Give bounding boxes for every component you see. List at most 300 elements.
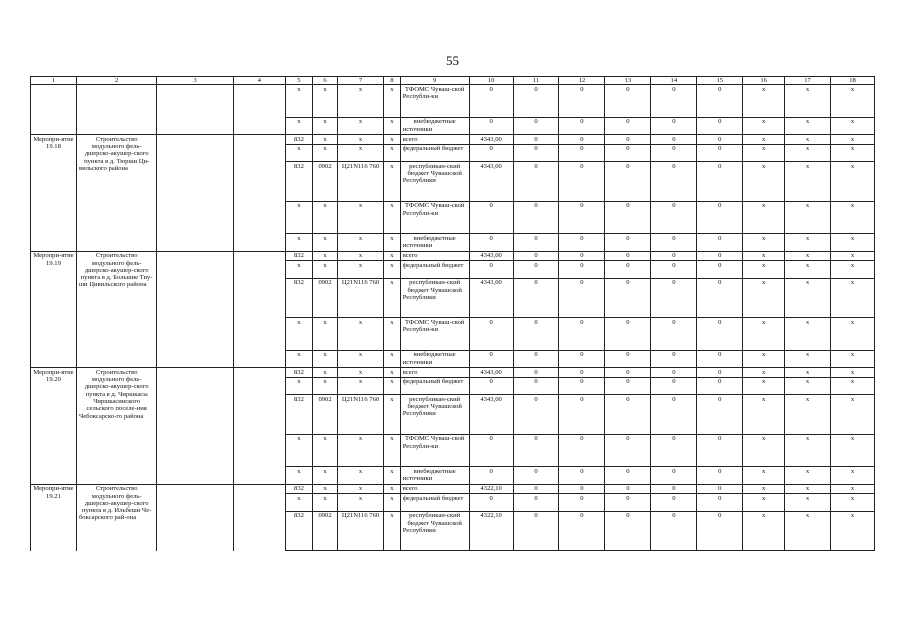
continuation-empty-col-2 — [76, 85, 156, 135]
cell-col-12: 0 — [559, 395, 605, 435]
cell-col-7: x — [338, 377, 384, 395]
cell-col-18: x — [831, 395, 875, 435]
source-extrabudgetary: внебюджетные источники — [400, 350, 469, 368]
cell-col-13: 0 — [605, 350, 651, 368]
cell-col-12: 0 — [559, 494, 605, 512]
cell-col-13: 0 — [605, 117, 651, 135]
cell-col-8: x — [384, 117, 401, 135]
cell-col-10: 0 — [469, 201, 513, 234]
cell-col-15: 0 — [697, 85, 743, 118]
cell-col-8: x — [384, 494, 401, 512]
cell-col-5: x — [285, 377, 312, 395]
cell-col-17: x — [785, 201, 831, 234]
cell-col-10: 0 — [469, 234, 513, 252]
cell-col-10: 4343,00 — [469, 251, 513, 261]
cell-col-7: x — [338, 234, 384, 252]
activity-empty-col-3 — [157, 251, 233, 368]
cell-col-13: 0 — [605, 467, 651, 485]
cell-col-17: x — [785, 484, 831, 494]
cell-col-13: 0 — [605, 377, 651, 395]
cell-col-11: 0 — [513, 434, 559, 467]
cell-col-15: 0 — [697, 234, 743, 252]
cell-col-11: 0 — [513, 234, 559, 252]
cell-col-11: 0 — [513, 144, 559, 162]
cell-col-8: x — [384, 85, 401, 118]
source-total: всего — [400, 484, 469, 494]
cell-col-16: x — [743, 117, 785, 135]
cell-col-5: x — [285, 85, 312, 118]
cell-col-13: 0 — [605, 434, 651, 467]
continuation-empty-col-4 — [233, 85, 285, 135]
cell-col-8: x — [384, 395, 401, 435]
cell-col-18: x — [831, 511, 875, 551]
column-number-10: 10 — [469, 77, 513, 85]
cell-col-6: x — [313, 234, 338, 252]
cell-col-5: 832 — [285, 395, 312, 435]
page-number: 55 — [446, 53, 459, 68]
cell-col-6: x — [313, 434, 338, 467]
cell-col-16: x — [743, 135, 785, 145]
activity-label: Меропри-ятие 19.20 — [31, 368, 77, 485]
cell-col-8: x — [384, 261, 401, 279]
cell-col-7: x — [338, 368, 384, 378]
cell-col-5: x — [285, 261, 312, 279]
cell-col-8: x — [384, 201, 401, 234]
cell-col-17: x — [785, 234, 831, 252]
cell-col-14: 0 — [651, 278, 697, 318]
cell-col-13: 0 — [605, 201, 651, 234]
cell-col-17: x — [785, 85, 831, 118]
column-number-15: 15 — [697, 77, 743, 85]
cell-col-14: 0 — [651, 234, 697, 252]
cell-col-16: x — [743, 162, 785, 202]
cell-col-13: 0 — [605, 368, 651, 378]
cell-col-10: 4343,00 — [469, 135, 513, 145]
cell-col-12: 0 — [559, 162, 605, 202]
cell-col-16: x — [743, 234, 785, 252]
cell-col-6: x — [313, 467, 338, 485]
cell-col-11: 0 — [513, 484, 559, 494]
cell-col-14: 0 — [651, 117, 697, 135]
cell-col-5: x — [285, 434, 312, 467]
cell-col-5: 832 — [285, 135, 312, 145]
cell-col-17: x — [785, 144, 831, 162]
source-republican: республикан-ский бюджет Чувашской Республики — [400, 162, 469, 202]
cell-col-11: 0 — [513, 85, 559, 118]
cell-col-12: 0 — [559, 251, 605, 261]
cell-col-17: x — [785, 434, 831, 467]
cell-col-13: 0 — [605, 318, 651, 351]
cell-col-15: 0 — [697, 484, 743, 494]
cell-col-7: x — [338, 135, 384, 145]
cell-col-8: x — [384, 251, 401, 261]
cell-col-15: 0 — [697, 368, 743, 378]
cell-col-10: 0 — [469, 318, 513, 351]
cell-col-15: 0 — [697, 144, 743, 162]
table-row — [31, 85, 875, 118]
cell-col-17: x — [785, 135, 831, 145]
source-tfoms: ТФОМС Чуваш-ской Республи-ки — [400, 434, 469, 467]
cell-col-14: 0 — [651, 368, 697, 378]
cell-col-6: 0902 — [313, 511, 338, 551]
activity-name: Строительство модульного фель-дшерско-акушер-ского пункта в д. Чиршкасы Чиршкасинского сельского поселе-ния Чебоксарско-го района — [76, 368, 156, 485]
cell-col-5: x — [285, 467, 312, 485]
column-number-1: 1 — [31, 77, 77, 85]
cell-col-13: 0 — [605, 395, 651, 435]
activity-name: Строительство модульного фель-дшерско-акушер-ского пункта в д. Ильбеши Че-боксарского рай-она — [76, 484, 156, 551]
cell-col-6: x — [313, 85, 338, 118]
cell-col-10: 4343,00 — [469, 395, 513, 435]
cell-col-5: x — [285, 201, 312, 234]
cell-col-16: x — [743, 494, 785, 512]
cell-col-18: x — [831, 434, 875, 467]
cell-col-14: 0 — [651, 261, 697, 279]
column-number-4: 4 — [233, 77, 285, 85]
cell-col-14: 0 — [651, 135, 697, 145]
cell-col-12: 0 — [559, 201, 605, 234]
cell-col-13: 0 — [605, 278, 651, 318]
cell-col-18: x — [831, 144, 875, 162]
cell-col-14: 0 — [651, 434, 697, 467]
cell-col-15: 0 — [697, 395, 743, 435]
cell-col-16: x — [743, 350, 785, 368]
source-federal: федеральный бюджет — [400, 494, 469, 512]
cell-col-6: x — [313, 494, 338, 512]
column-number-16: 16 — [743, 77, 785, 85]
cell-col-14: 0 — [651, 144, 697, 162]
source-total: всего — [400, 135, 469, 145]
cell-col-13: 0 — [605, 234, 651, 252]
cell-col-12: 0 — [559, 318, 605, 351]
cell-col-8: x — [384, 467, 401, 485]
column-number-5: 5 — [285, 77, 312, 85]
cell-col-12: 0 — [559, 368, 605, 378]
cell-col-12: 0 — [559, 278, 605, 318]
cell-col-15: 0 — [697, 251, 743, 261]
cell-col-14: 0 — [651, 162, 697, 202]
source-extrabudgetary: внебюджетные источники — [400, 234, 469, 252]
cell-col-10: 0 — [469, 144, 513, 162]
cell-col-8: x — [384, 318, 401, 351]
cell-col-12: 0 — [559, 350, 605, 368]
cell-col-7: x — [338, 350, 384, 368]
cell-col-13: 0 — [605, 484, 651, 494]
cell-col-15: 0 — [697, 467, 743, 485]
cell-col-18: x — [831, 135, 875, 145]
cell-col-10: 0 — [469, 467, 513, 485]
cell-col-12: 0 — [559, 434, 605, 467]
cell-col-18: x — [831, 261, 875, 279]
activity-empty-col-4 — [233, 484, 285, 551]
cell-col-6: x — [313, 377, 338, 395]
cell-col-7: x — [338, 201, 384, 234]
activity-name: Строительство модульного фель-дшерско-акушер-ского пункта в д. Тюрши Ци-вильского района — [76, 135, 156, 252]
cell-col-15: 0 — [697, 350, 743, 368]
activity-empty-col-3 — [157, 135, 233, 252]
cell-col-13: 0 — [605, 494, 651, 512]
source-tfoms: ТФОМС Чуваш-ской Республи-ки — [400, 318, 469, 351]
cell-col-18: x — [831, 251, 875, 261]
cell-col-8: x — [384, 350, 401, 368]
cell-col-5: x — [285, 318, 312, 351]
activity-empty-col-4 — [233, 251, 285, 368]
cell-col-10: 4322,10 — [469, 511, 513, 551]
cell-col-8: x — [384, 135, 401, 145]
cell-col-6: x — [313, 117, 338, 135]
cell-col-8: x — [384, 144, 401, 162]
cell-col-11: 0 — [513, 377, 559, 395]
cell-col-18: x — [831, 368, 875, 378]
cell-col-14: 0 — [651, 377, 697, 395]
cell-col-17: x — [785, 251, 831, 261]
cell-col-7: Ц21N116 760 — [338, 278, 384, 318]
cell-col-12: 0 — [559, 261, 605, 279]
cell-col-10: 0 — [469, 261, 513, 279]
cell-col-18: x — [831, 484, 875, 494]
source-extrabudgetary: внебюджетные источники — [400, 467, 469, 485]
cell-col-18: x — [831, 162, 875, 202]
cell-col-8: x — [384, 278, 401, 318]
cell-col-11: 0 — [513, 162, 559, 202]
cell-col-18: x — [831, 85, 875, 118]
cell-col-11: 0 — [513, 251, 559, 261]
cell-col-18: x — [831, 377, 875, 395]
cell-col-14: 0 — [651, 251, 697, 261]
source-extrabudgetary: внебюджетные источники — [400, 117, 469, 135]
cell-col-6: x — [313, 484, 338, 494]
cell-col-16: x — [743, 434, 785, 467]
cell-col-14: 0 — [651, 85, 697, 118]
source-tfoms: ТФОМС Чуваш-ской Республи-ки — [400, 85, 469, 118]
cell-col-6: x — [313, 368, 338, 378]
cell-col-15: 0 — [697, 434, 743, 467]
cell-col-6: x — [313, 261, 338, 279]
activity-empty-col-3 — [157, 484, 233, 551]
column-number-3: 3 — [157, 77, 233, 85]
cell-col-11: 0 — [513, 511, 559, 551]
cell-col-12: 0 — [559, 377, 605, 395]
cell-col-16: x — [743, 85, 785, 118]
cell-col-16: x — [743, 377, 785, 395]
cell-col-15: 0 — [697, 278, 743, 318]
cell-col-6: 0902 — [313, 162, 338, 202]
source-federal: федеральный бюджет — [400, 261, 469, 279]
cell-col-12: 0 — [559, 511, 605, 551]
activity-empty-col-3 — [157, 368, 233, 485]
activity-label: Меропри-ятие 19.21 — [31, 484, 77, 551]
cell-col-7: x — [338, 434, 384, 467]
source-federal: федеральный бюджет — [400, 144, 469, 162]
cell-col-10: 0 — [469, 494, 513, 512]
cell-col-15: 0 — [697, 511, 743, 551]
cell-col-11: 0 — [513, 395, 559, 435]
cell-col-10: 0 — [469, 117, 513, 135]
source-total: всего — [400, 251, 469, 261]
column-number-6: 6 — [313, 77, 338, 85]
cell-col-17: x — [785, 350, 831, 368]
cell-col-5: x — [285, 494, 312, 512]
source-total: всего — [400, 368, 469, 378]
cell-col-10: 4343,00 — [469, 278, 513, 318]
cell-col-15: 0 — [697, 162, 743, 202]
cell-col-6: x — [313, 201, 338, 234]
column-number-13: 13 — [605, 77, 651, 85]
cell-col-15: 0 — [697, 377, 743, 395]
cell-col-13: 0 — [605, 85, 651, 118]
cell-col-11: 0 — [513, 494, 559, 512]
source-republican: республикан-ский бюджет Чувашской Республики — [400, 511, 469, 551]
cell-col-7: x — [338, 494, 384, 512]
cell-col-18: x — [831, 318, 875, 351]
cell-col-10: 4343,00 — [469, 368, 513, 378]
cell-col-5: x — [285, 234, 312, 252]
cell-col-17: x — [785, 318, 831, 351]
cell-col-17: x — [785, 278, 831, 318]
column-number-14: 14 — [651, 77, 697, 85]
cell-col-13: 0 — [605, 261, 651, 279]
cell-col-14: 0 — [651, 395, 697, 435]
cell-col-5: 832 — [285, 368, 312, 378]
cell-col-17: x — [785, 368, 831, 378]
cell-col-15: 0 — [697, 201, 743, 234]
cell-col-10: 0 — [469, 350, 513, 368]
cell-col-12: 0 — [559, 117, 605, 135]
cell-col-11: 0 — [513, 467, 559, 485]
activity-name: Строительство модульного фель-дшерско-акушер-ского пункта в д. Большие Тиу-ши Цивильского района — [76, 251, 156, 368]
cell-col-16: x — [743, 395, 785, 435]
cell-col-18: x — [831, 278, 875, 318]
cell-col-7: x — [338, 144, 384, 162]
continuation-empty-col-1 — [31, 85, 77, 135]
cell-col-15: 0 — [697, 318, 743, 351]
cell-col-14: 0 — [651, 467, 697, 485]
cell-col-11: 0 — [513, 318, 559, 351]
cell-col-16: x — [743, 278, 785, 318]
cell-col-16: x — [743, 368, 785, 378]
cell-col-18: x — [831, 467, 875, 485]
cell-col-6: 0902 — [313, 278, 338, 318]
activity-label: Меропри-ятие 19.18 — [31, 135, 77, 252]
cell-col-17: x — [785, 117, 831, 135]
cell-col-5: x — [285, 117, 312, 135]
cell-col-7: x — [338, 261, 384, 279]
cell-col-7: x — [338, 318, 384, 351]
cell-col-7: x — [338, 484, 384, 494]
cell-col-8: x — [384, 377, 401, 395]
cell-col-14: 0 — [651, 511, 697, 551]
cell-col-15: 0 — [697, 135, 743, 145]
cell-col-17: x — [785, 467, 831, 485]
cell-col-10: 4322,10 — [469, 484, 513, 494]
cell-col-13: 0 — [605, 251, 651, 261]
source-tfoms: ТФОМС Чуваш-ской Республи-ки — [400, 201, 469, 234]
cell-col-6: x — [313, 135, 338, 145]
cell-col-17: x — [785, 494, 831, 512]
column-number-7: 7 — [338, 77, 384, 85]
activity-empty-col-4 — [233, 368, 285, 485]
cell-col-12: 0 — [559, 135, 605, 145]
cell-col-5: 832 — [285, 162, 312, 202]
column-number-2: 2 — [76, 77, 156, 85]
table-row — [31, 135, 875, 145]
cell-col-15: 0 — [697, 261, 743, 279]
cell-col-14: 0 — [651, 350, 697, 368]
cell-col-14: 0 — [651, 318, 697, 351]
cell-col-12: 0 — [559, 467, 605, 485]
cell-col-5: 832 — [285, 484, 312, 494]
cell-col-16: x — [743, 484, 785, 494]
cell-col-7: x — [338, 117, 384, 135]
cell-col-17: x — [785, 261, 831, 279]
cell-col-8: x — [384, 484, 401, 494]
cell-col-18: x — [831, 234, 875, 252]
cell-col-16: x — [743, 144, 785, 162]
cell-col-8: x — [384, 368, 401, 378]
cell-col-11: 0 — [513, 261, 559, 279]
cell-col-18: x — [831, 117, 875, 135]
cell-col-13: 0 — [605, 135, 651, 145]
cell-col-11: 0 — [513, 368, 559, 378]
cell-col-18: x — [831, 201, 875, 234]
cell-col-17: x — [785, 377, 831, 395]
source-republican: республикан-ский бюджет Чувашской Республики — [400, 395, 469, 435]
cell-col-11: 0 — [513, 278, 559, 318]
cell-col-10: 0 — [469, 85, 513, 118]
cell-col-8: x — [384, 162, 401, 202]
source-republican: республикан-ский бюджет Чувашской Республики — [400, 278, 469, 318]
cell-col-5: 832 — [285, 278, 312, 318]
activity-empty-col-4 — [233, 135, 285, 252]
column-number-18: 18 — [831, 77, 875, 85]
cell-col-5: x — [285, 350, 312, 368]
cell-col-7: Ц21N116 760 — [338, 511, 384, 551]
cell-col-5: 832 — [285, 251, 312, 261]
cell-col-5: x — [285, 144, 312, 162]
column-number-17: 17 — [785, 77, 831, 85]
cell-col-18: x — [831, 494, 875, 512]
cell-col-13: 0 — [605, 144, 651, 162]
column-number-12: 12 — [559, 77, 605, 85]
cell-col-6: x — [313, 251, 338, 261]
column-number-9: 9 — [400, 77, 469, 85]
cell-col-17: x — [785, 395, 831, 435]
cell-col-18: x — [831, 350, 875, 368]
cell-col-7: x — [338, 85, 384, 118]
cell-col-15: 0 — [697, 494, 743, 512]
column-number-8: 8 — [384, 77, 401, 85]
cell-col-17: x — [785, 511, 831, 551]
cell-col-14: 0 — [651, 484, 697, 494]
cell-col-5: 832 — [285, 511, 312, 551]
continuation-empty-col-3 — [157, 85, 233, 135]
table-row — [31, 484, 875, 494]
cell-col-6: x — [313, 318, 338, 351]
cell-col-15: 0 — [697, 117, 743, 135]
cell-col-8: x — [384, 511, 401, 551]
cell-col-8: x — [384, 434, 401, 467]
table-row — [31, 251, 875, 261]
cell-col-14: 0 — [651, 201, 697, 234]
cell-col-6: x — [313, 144, 338, 162]
cell-col-7: Ц21N116 760 — [338, 162, 384, 202]
cell-col-11: 0 — [513, 135, 559, 145]
cell-col-10: 0 — [469, 377, 513, 395]
cell-col-10: 0 — [469, 434, 513, 467]
cell-col-7: Ц21N116 760 — [338, 395, 384, 435]
cell-col-11: 0 — [513, 201, 559, 234]
cell-col-16: x — [743, 318, 785, 351]
cell-col-16: x — [743, 251, 785, 261]
